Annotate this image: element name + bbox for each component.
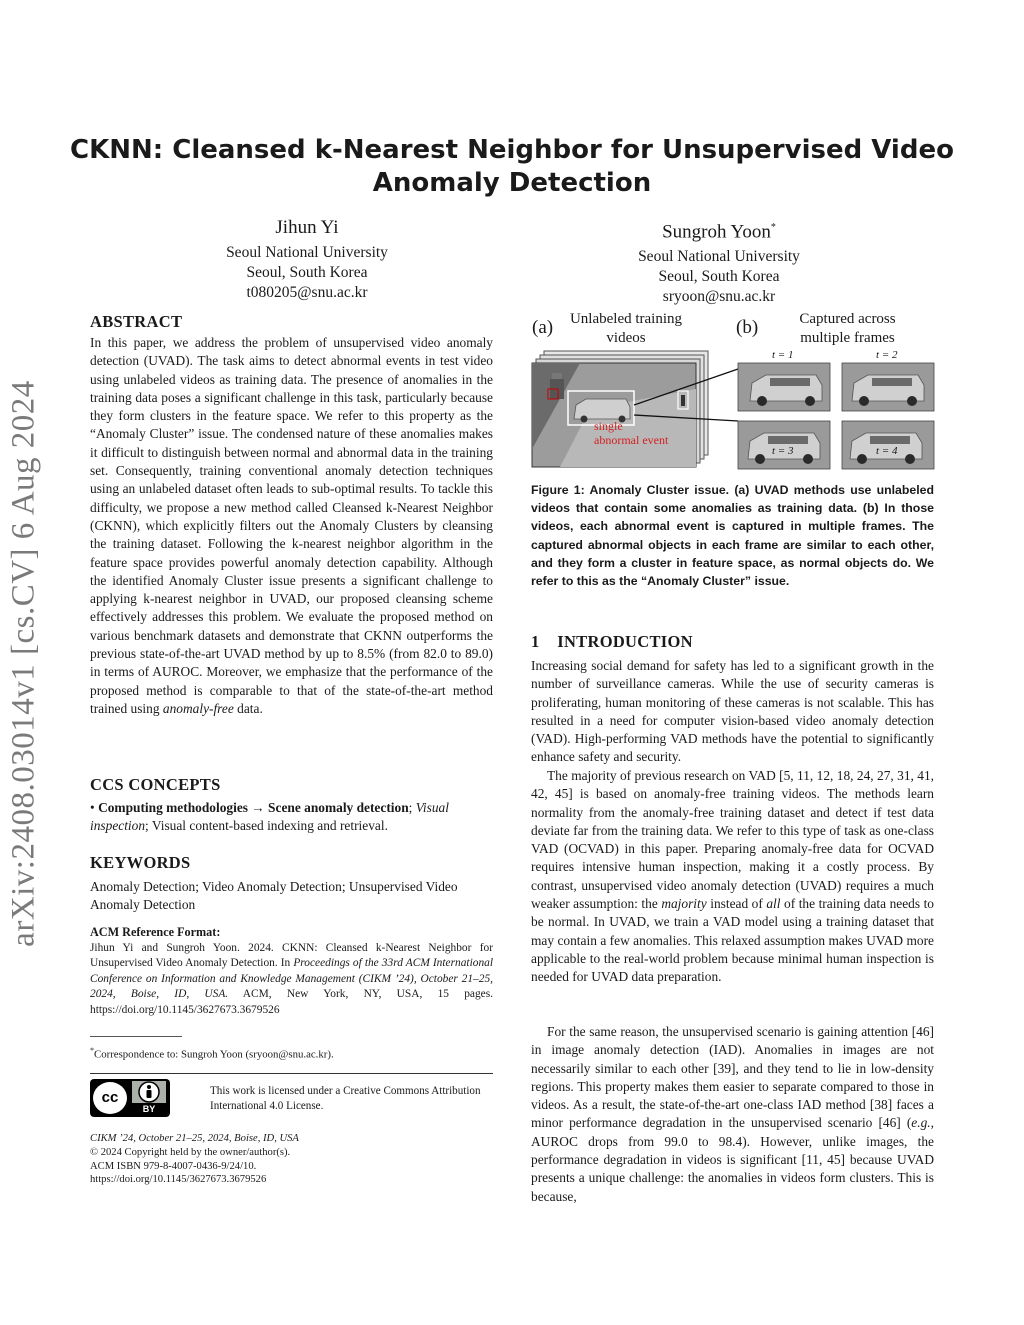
intro-heading: 1 INTRODUCTION — [531, 632, 693, 651]
acm-reference-heading: ACM Reference Format: — [90, 925, 221, 939]
cc-by-badge — [90, 1079, 170, 1117]
author-block-1 — [172, 216, 442, 303]
abstract-heading: ABSTRACT — [90, 312, 183, 331]
license-text: This work is licensed under a Creative Commons Attribution International 4.0 License. — [210, 1085, 481, 1112]
figure-caption: Figure 1: Anomaly Cluster issue. (a) UVAD methods use unlabeled videos that contain some anomalies as training data. (b) In those videos, each abnormal event is captured in multiple frames. The captured abnormal objects in each frame are similar to each other, and they form a cluster in feature space, as normal objects do. We refer to this as the “Anomaly Cluster” issue. — [531, 483, 934, 589]
conference-info: CIKM ’24, October 21–25, 2024, Boise, ID, USA © 2024 Copyright held by the owner/author(s). ACM ISBN 979-8-4007-0436-9/24/10. https://doi.org/10.1145/3627673.3679526 — [90, 1133, 299, 1186]
t4-label: t = 4 — [876, 445, 898, 457]
fig-label-b: (b) — [736, 317, 759, 338]
intro-paragraph-1: Increasing social demand for safety has led to a significant growth in the number of surveillance cameras. While the use of security cameras is proliferating, human monitoring of these cameras is not scalable. This has resulted in a need for computer vision-based video anomaly detection (VAD). High-performing VAD methods have the potential to significantly enhance safety and security. — [531, 658, 934, 765]
arxiv-side-label: arXiv:2408.03014v1 [cs.CV] 6 Aug 2024 — [5, 380, 42, 947]
figure-1 — [530, 305, 940, 475]
author-block-2 — [584, 216, 854, 307]
by-label: BY — [142, 1104, 156, 1114]
author-affiliation: Seoul National University — [638, 248, 800, 266]
footnote: *Correspondence to: Sungroh Yoon (sryoon@snu.ac.kr). — [90, 1046, 334, 1061]
author-email: t080205@snu.ac.kr — [246, 284, 368, 301]
fig-text-b: Captured across multiple frames — [799, 311, 896, 346]
t2-label: t = 2 — [876, 349, 898, 361]
abnormal-event-label: single abnormal event — [594, 419, 669, 447]
keywords-text: Anomaly Detection; Video Anomaly Detection; Unsupervised Video Anomaly Detection — [90, 879, 458, 913]
keywords-heading: KEYWORDS — [90, 853, 191, 872]
acm-reference-text: Jihun Yi and Sungroh Yoon. 2024. CKNN: Cleansed k-Nearest Neighbor for Unsupervised Video Anomaly Detection. In Proceedings of the 33rd ACM International Conference on Information and Knowledge Management (CIKM ’24), October 21–25, 2024, Boise, ID, USA. ACM, New York, NY, USA, 15 pages. https://doi.org/10.1145/3627673.3679526 — [90, 942, 494, 1016]
author-location: Seoul, South Korea — [658, 268, 780, 286]
person-icon — [132, 1081, 166, 1103]
author-email: sryoon@snu.ac.kr — [662, 288, 776, 306]
footnote-rule — [90, 1036, 182, 1037]
t1-label: t = 1 — [772, 349, 794, 361]
author-affiliation: Seoul National University — [226, 244, 388, 261]
license-rule — [90, 1073, 493, 1074]
author-location: Seoul, South Korea — [246, 264, 368, 281]
paper-title: CKNN: Cleansed k-Nearest Neighbor for Unsupervised Video Anomaly Detection — [70, 135, 954, 198]
intro-paragraph-2: The majority of previous research on VAD [5, 11, 12, 18, 24, 27, 31, 41, 42, 45] is based on anomaly-free training videos. The methods learn normality from the anomaly-free training dataset and detect if test data deviate far from the training data. We refer to this type of task as one-class VAD (OCVAD) in this paper. Preparing anomaly-free data for OCVAD requires intensive human inspection, making it a costly process. By contrast, unsupervised video anomaly detection (UVAD) requires a much weaker assumption: the majority instead of all of the training data needs to be normal. In UVAD, we train a VAD model using a training dataset that may contain a few anomalies. This relaxed assumption makes UVAD more applicable to the real-world problem because minimal human inspection is needed for UVAD data preparation. — [531, 768, 934, 985]
t3-label: t = 3 — [772, 445, 794, 457]
author-name: Jihun Yi — [275, 217, 339, 238]
abstract-text: In this paper, we address the problem of unsupervised video anomaly detection (UVAD). The task aims to detect abnormal events in test video using unlabeled videos as training data. The presence of anomalies in the training data poses a significant challenge in this task, particularly because they form clusters in the feature space. We refer to this property as the “Anomaly Cluster” issue. The condensed nature of these anomalies makes it difficult to distinguish between normal and abnormal data in the training set. Consequently, training conventional anomaly detection techniques using an unlabeled dataset often leads to sub-optimal results. To tackle this difficulty, we propose a new method called Cleansed k-Nearest Neighbor (CKNN), which explicitly filters out the Anomaly Clusters by cleansing the training dataset. Following the k-nearest neighbor algorithm in the feature space provides powerful anomaly detection capability. Although the identified Anomaly Cluster issue presents a significant challenge to applying k-nearest neighbor in UVAD, our proposed cleansing scheme effectively addresses this problem. We evaluate the proposed method on various benchmark datasets and demonstrate that CKNN outperforms the previous state-of-the-art UVAD method by up to 8.5% (from 82.0 to 89.0) in terms of AUROC. Moreover, we emphasize that the performance of the proposed method is comparable to that of the state-of-the-art method trained using anomaly-free data. — [90, 335, 493, 716]
author-footnote-mark: * — [770, 222, 776, 233]
ccs-text: • Computing methodologies → Scene anomaly detection; Visual inspection; Visual content-based indexing and retrieval. — [90, 800, 449, 834]
fig-label-a: (a) — [532, 317, 554, 338]
intro-paragraph-3: For the same reason, the unsupervised scenario is gaining attention [46] in image anomaly detection (IAD). Anomalies in images are not necessarily similar to each other [39], and they tend to lie in low-density regions. This property makes them easier to separate compared to those in videos. As a result, the state-of-the-art one-class IAD method [38] faces a minor performance degradation in the unsupervised scenario [46] (e.g., AUROC drops from 99.0 to 98.4). However, unlike images, the performance degradation in videos is significant [11, 45] because UVAD presents a unique challenge: the anomalies in videos form clusters. This is because, — [531, 1024, 934, 1204]
author-name: Sungroh Yoon — [662, 221, 771, 243]
cc-icon: cc — [93, 1082, 127, 1114]
fig-text-a: Unlabeled training videos — [569, 311, 683, 346]
ccs-heading: CCS CONCEPTS — [90, 775, 221, 794]
